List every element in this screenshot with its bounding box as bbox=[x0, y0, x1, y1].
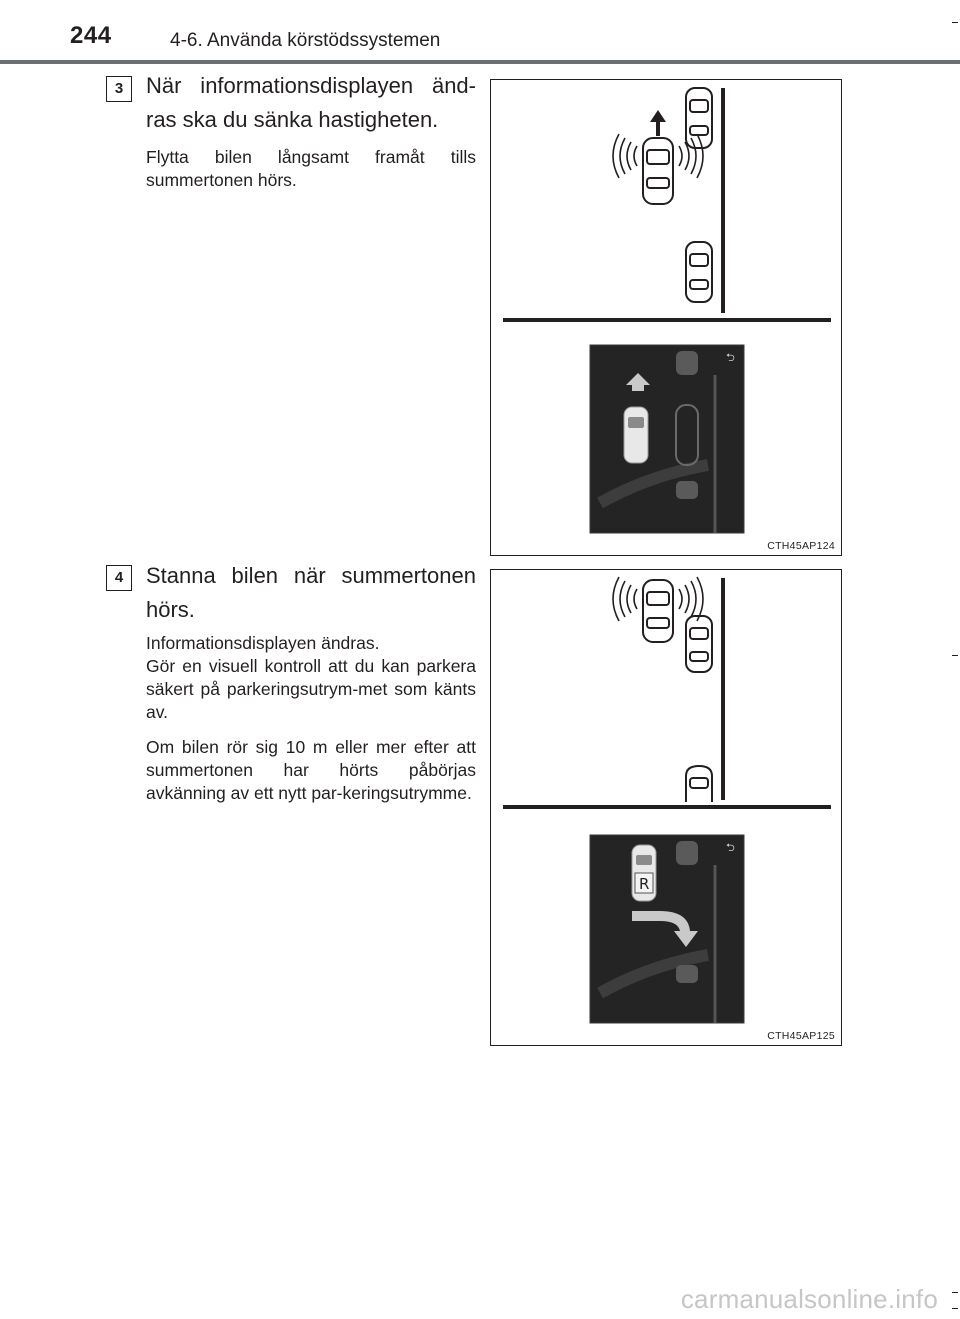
section-title: 4-6. Använda körstödssystemen bbox=[170, 30, 441, 51]
parking-diagram-step-3 bbox=[491, 80, 841, 535]
step-3-heading: När informationsdisplayen änd-ras ska du sänka hastigheten. bbox=[146, 73, 476, 132]
own-car-icon bbox=[643, 138, 673, 204]
parked-car-icon bbox=[686, 242, 712, 302]
reverse-gear-icon: R bbox=[639, 875, 650, 893]
page-number: 244 bbox=[70, 22, 112, 49]
step-4-paragraph-3: Om bilen rör sig 10 m eller mer efter att summertonen har hörts påbörjas avkänning av ett nytt par-keringsutrymme. bbox=[146, 737, 476, 803]
step-4-paragraph-1: Informationsdisplayen ändras. bbox=[146, 633, 380, 653]
figure-code: CTH45AP124 bbox=[767, 540, 835, 552]
multi-information-display bbox=[590, 835, 744, 1023]
step-number-4: 4 bbox=[106, 565, 132, 591]
parked-car-icon bbox=[686, 616, 712, 672]
crop-mark bbox=[952, 1292, 958, 1293]
step-4-paragraph-2: Gör en visuell kontroll att du kan parkera säkert på parkeringsutrym-met som känts av. bbox=[146, 656, 476, 722]
crop-mark bbox=[952, 22, 958, 23]
header-rule bbox=[0, 60, 960, 64]
return-icon: ⮌ bbox=[726, 351, 735, 364]
parked-car-icon bbox=[686, 766, 712, 802]
step-3-paragraph: Flytta bilen långsamt framåt tills summertonen hörs. bbox=[146, 147, 476, 190]
crop-mark bbox=[952, 655, 958, 656]
forward-arrow-icon bbox=[650, 110, 666, 136]
parking-diagram-step-4 bbox=[491, 570, 841, 1025]
crop-mark bbox=[952, 1308, 958, 1309]
figure-step-3 bbox=[490, 79, 842, 556]
figure-step-4 bbox=[490, 569, 842, 1046]
step-number-3: 3 bbox=[106, 76, 132, 102]
return-icon: ⮌ bbox=[726, 841, 735, 854]
step-4-heading: Stanna bilen när summertonen hörs. bbox=[146, 563, 476, 622]
own-car-icon bbox=[643, 580, 673, 642]
figure-code: CTH45AP125 bbox=[767, 1030, 835, 1042]
watermark: carmanualsonline.info bbox=[680, 1284, 938, 1314]
multi-information-display bbox=[590, 345, 744, 533]
